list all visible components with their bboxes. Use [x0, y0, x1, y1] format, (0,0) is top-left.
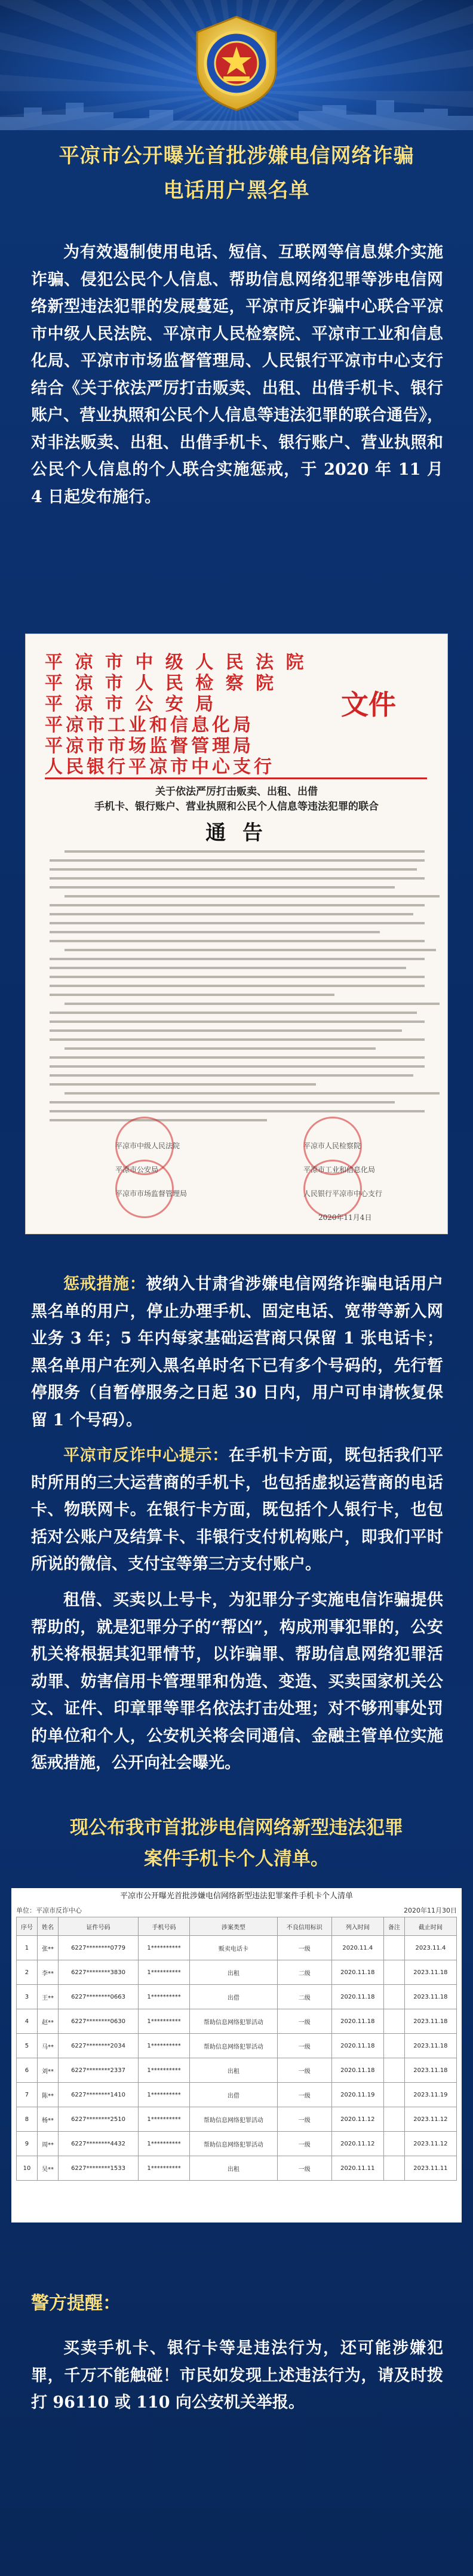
table-cell: 1**********: [139, 2058, 190, 2083]
table-cell: 2023.11.18: [404, 2034, 456, 2058]
table-header-cell: 截止时间: [404, 1917, 456, 1936]
table-cell: 1**********: [139, 2034, 190, 2058]
table-header-cell: 姓名: [37, 1917, 58, 1936]
table-cell: 杨**: [37, 2107, 58, 2132]
issuer-line: 平 凉 市 中 级 人 民 法 院: [45, 652, 307, 673]
document-text-line: [50, 1012, 417, 1014]
table-header-cell: 不良信用标识: [277, 1917, 331, 1936]
punishment-label: 惩戒措施：: [63, 1275, 146, 1293]
reminder-paragraph-2: 租借、买卖以上号卡，为犯罪分子实施电信诈骗提供帮助的，就是犯罪分子的“帮凶”，构成刑事犯罪的，公安机关将根据其犯罪情节，以诈骗罪、帮助信息网络犯罪活动罪、妨害信用卡管理罪和伪造、变造、买卖国家机关公文、证件、印章罪等罪名依法打击处理；对不够刑事处罚的单位和个人，公安机关将会同通信、金融主管单位实施惩戒措施，公开向社会曝光。: [31, 1591, 443, 1772]
table-cell: [383, 2156, 404, 2181]
document-text-line: [50, 922, 425, 924]
table-cell: 2020.11.12: [331, 2132, 383, 2156]
document-text-line: [64, 895, 440, 897]
table-row: [17, 2009, 457, 2034]
table-cell: 出租: [189, 1960, 277, 1985]
table-cell: 2023.11.12: [404, 2132, 456, 2156]
table-cell: 1: [17, 1936, 38, 1960]
table-cell: 一级: [277, 2034, 331, 2058]
table-cell: 李**: [37, 1960, 58, 1985]
document-text-line: [64, 1047, 376, 1050]
table-cell: 2023.11.18: [404, 1960, 456, 1985]
table-cell: 6227********0779: [58, 1936, 138, 1960]
table-cell: 2023.11.18: [404, 2009, 456, 2034]
seal-label: 平凉市人民检察院: [303, 1142, 361, 1150]
subtitle-line-1: 关于依法严厉打击贩卖、出租、出借: [155, 786, 318, 798]
punishment-text: 被纳入甘肃省涉嫌电信网络诈骗电话用户黑名单的用户，停止办理手机、固定电话、宽带等新入网业务 3 年；5 年内每家基础运营商只保留 1 张电话卡；黑名单用户在列入黑名单时名下已有多个号码的，先行暂停服务（自暂停服务之日起 30 日内，用户可申请恢复保留 1 个号码）。: [31, 1275, 444, 1430]
table-cell: 1**********: [139, 2009, 190, 2034]
warning-paragraph: 买卖手机卡、银行卡等是违法行为，还可能涉嫌犯罪，千万不能触碰！市民如发现上述违法行为，请及时拨打 96110 或 110 向公安机关举报。: [31, 2339, 443, 2412]
document-text-line: [50, 1110, 425, 1112]
table-cell: 出租: [189, 2058, 277, 2083]
document-heading: 通 告: [205, 821, 268, 845]
document-text-line: [64, 850, 425, 853]
table-cell: 一级: [277, 2107, 331, 2132]
table-cell: 刘**: [37, 2058, 58, 2083]
issuer-line: 平凉市市场监督管理局: [45, 736, 254, 757]
table-row: [17, 1985, 457, 2009]
table-cell: 一级: [277, 2058, 331, 2083]
table-cell: 1**********: [139, 2107, 190, 2132]
document-text-line: [50, 1074, 413, 1077]
table-cell: 5: [17, 2034, 38, 2058]
table-cell: 2023.11.11: [404, 2156, 456, 2181]
table-header-cell: 手机号码: [139, 1917, 190, 1936]
list-title-line-2: 案件手机卡个人清单。: [144, 1848, 329, 1870]
document-text-line: [50, 886, 395, 889]
table-cell: 马**: [37, 2034, 58, 2058]
table-cell: 2020.11.18: [331, 2058, 383, 2083]
list-title-line-1: 现公布我市首批涉电信网络新型违法犯罪: [70, 1817, 403, 1839]
table-cell: 2: [17, 1960, 38, 1985]
table-cell: [383, 2034, 404, 2058]
document-text-line: [64, 1003, 440, 1005]
document-date: 2020年11月4日: [318, 1213, 372, 1222]
table-cell: 2020.11.18: [331, 1985, 383, 2009]
table-row: [17, 1936, 457, 1960]
table-cell: 2023.11.19: [404, 2083, 456, 2107]
document-text-line: [64, 949, 436, 951]
issuer-line: 平 凉 市 公 安 局: [45, 694, 217, 715]
reminder-label: 平凉市反诈中心提示：: [63, 1446, 229, 1465]
table-cell: 2020.11.11: [331, 2156, 383, 2181]
document-text-line: [50, 1038, 425, 1041]
table-header-cell: 涉案类型: [189, 1917, 277, 1936]
document-text-line: [50, 985, 425, 987]
table-cell: 6227********3830: [58, 1960, 138, 1985]
table-cell: 帮助信息网络犯罪活动: [189, 2034, 277, 2058]
table-cell: 2023.11.18: [404, 2058, 456, 2083]
table-unit: 单位：平凉市反诈中心: [16, 1907, 82, 1914]
table-cell: 二级: [277, 1985, 331, 2009]
document-subtitle: [26, 785, 447, 814]
table-cell: 3: [17, 1985, 38, 2009]
table-cell: [383, 1936, 404, 1960]
document-text-line: [50, 958, 425, 960]
red-divider: [45, 777, 427, 779]
title-line-2: 电话用户黑名单: [163, 179, 310, 202]
table-cell: 一级: [277, 2083, 331, 2107]
document-text-line: [50, 940, 425, 942]
table-title: 平凉市公开曝光首批涉嫌电信网络新型违法犯罪案件手机卡个人清单: [119, 1892, 353, 1901]
header-banner: [0, 0, 473, 130]
table-cell: 贩卖电话卡: [189, 1936, 277, 1960]
table-cell: [383, 2058, 404, 2083]
document-text-line: [50, 877, 425, 880]
table-cell: 1**********: [139, 2083, 190, 2107]
table-cell: 2020.11.18: [331, 1960, 383, 1985]
table-row: [17, 1960, 457, 1985]
table-cell: 2020.11.4: [331, 1936, 383, 1960]
document-text-line: [50, 913, 413, 915]
warning-label: 警方提醒：: [31, 2293, 121, 2314]
title-line-1: 平凉市公开曝光首批涉嫌电信网络诈骗: [59, 144, 414, 168]
table-cell: 6227********2337: [58, 2058, 138, 2083]
document-text-line: [50, 868, 417, 871]
table-cell: 帮助信息网络犯罪活动: [189, 2009, 277, 2034]
table-cell: 陈**: [37, 2083, 58, 2107]
table-cell: 王**: [37, 1985, 58, 2009]
table-header-cell: 序号: [17, 1917, 38, 1936]
table-cell: 出借: [189, 1985, 277, 2009]
table-cell: 周**: [37, 2132, 58, 2156]
table-cell: 6227********1533: [58, 2156, 138, 2181]
document-text-line: [50, 967, 406, 969]
table-header-cell: 备注: [383, 1917, 404, 1936]
document-text-line: [50, 931, 380, 933]
table-cell: [383, 1985, 404, 2009]
table-cell: 1**********: [139, 1960, 190, 1985]
seal-label: 平凉市市场监督管理局: [115, 1189, 188, 1198]
document-text-line: [50, 859, 425, 862]
table-cell: [383, 2132, 404, 2156]
issuer-line: 平 凉 市 人 民 检 察 院: [45, 673, 277, 694]
document-text-line: [50, 976, 425, 978]
table-row: [17, 2107, 457, 2132]
seal-label: 平凉市工业和信息化局: [303, 1166, 376, 1174]
intro-paragraph: 为有效遏制使用电话、短信、互联网等信息媒介实施诈骗、侵犯公民个人信息、帮助信息网络犯罪等涉电信网络新型违法犯罪的发展蔓延，平凉市反诈骗中心联合平凉市中级人民法院、平凉市人民检察院、平凉市工业和信息化局、平凉市市场监督管理局、人民银行平凉市中心支行结合《关于依法严厉打击贩卖、出租、出借手机卡、银行账户、营业执照和公民个人信息等违法犯罪的联合通告》，对非法贩卖、出租、出借手机卡、银行账户、营业执照和公民个人信息的个人联合实施惩戒，于 2020 年 11 月 4 日起发布施行。: [31, 243, 443, 506]
document-body-text: [50, 850, 425, 1128]
blacklist-table-image: [11, 1888, 462, 2223]
blacklist-table: [16, 1917, 457, 2181]
table-cell: 吴**: [37, 2156, 58, 2181]
table-cell: 6227********0663: [58, 1985, 138, 2009]
table-cell: [383, 2009, 404, 2034]
document-text-line: [64, 1092, 440, 1095]
table-cell: 帮助信息网络犯罪活动: [189, 2107, 277, 2132]
document-text-line: [50, 1056, 425, 1059]
seal-label: 平凉市中级人民法院: [115, 1142, 180, 1150]
table-row: [17, 2156, 457, 2181]
table-cell: 6227********0630: [58, 2009, 138, 2034]
table-cell: 出租: [189, 2156, 277, 2181]
page-title: [0, 139, 473, 208]
document-text-line: [50, 1101, 395, 1103]
table-row: [17, 2132, 457, 2156]
table-cell: 1**********: [139, 2156, 190, 2181]
table-date: 2020年11月30日: [404, 1907, 457, 1914]
table-cell: 1**********: [139, 2132, 190, 2156]
table-cell: [383, 2083, 404, 2107]
document-text-line: [50, 994, 334, 996]
table-cell: 6227********2034: [58, 2034, 138, 2058]
table-cell: 6227********2510: [58, 2107, 138, 2132]
document-text-line: [50, 1083, 316, 1086]
table-cell: 2020.11.19: [331, 2083, 383, 2107]
table-body: [17, 1936, 457, 2181]
table-header-row: [17, 1917, 457, 1936]
table-header-cell: 证件号码: [58, 1917, 138, 1936]
document-text-line: [50, 1020, 425, 1023]
table-cell: 6227********1410: [58, 2083, 138, 2107]
table-header-cell: 列入时间: [331, 1917, 383, 1936]
seal-label: 人民银行平凉市中心支行: [303, 1189, 383, 1198]
table-cell: 1**********: [139, 1936, 190, 1960]
table-cell: 7: [17, 2083, 38, 2107]
table-cell: 出借: [189, 2083, 277, 2107]
table-cell: 2020.11.18: [331, 2009, 383, 2034]
table-cell: 一级: [277, 1936, 331, 1960]
table-cell: 一级: [277, 2009, 331, 2034]
seal-label: 平凉市公安局: [115, 1166, 159, 1174]
joint-notice-document: [26, 634, 447, 1234]
table-cell: 10: [17, 2156, 38, 2181]
table-cell: 2020.11.12: [331, 2107, 383, 2132]
table-cell: 张**: [37, 1936, 58, 1960]
table-cell: 2020.11.18: [331, 2034, 383, 2058]
reminder-paragraph: [31, 1442, 443, 1578]
table-cell: 2023.11.18: [404, 1985, 456, 2009]
document-text-line: [50, 1029, 402, 1032]
table-cell: 4: [17, 2009, 38, 2034]
document-text-line: [50, 904, 425, 906]
table-cell: 二级: [277, 1960, 331, 1985]
table-cell: 2023.11.12: [404, 2107, 456, 2132]
table-cell: 帮助信息网络犯罪活动: [189, 2132, 277, 2156]
table-cell: 9: [17, 2132, 38, 2156]
table-cell: [383, 2107, 404, 2132]
reminder-text: 在手机卡方面，既包括我们平时所用的三大运营商的手机卡，也包括虚拟运营商的电话卡、物联网卡。在银行卡方面，既包括个人银行卡，也包括对公账户及结算卡、非银行支付机构账户，即我们平时所说的微信、支付宝等第三方支付账户。: [31, 1446, 444, 1573]
table-cell: 一级: [277, 2156, 331, 2181]
table-row: [17, 2034, 457, 2058]
table-cell: 8: [17, 2107, 38, 2132]
table-cell: [383, 1960, 404, 1985]
issuer-list: [45, 652, 367, 777]
police-emblem-icon: [188, 14, 285, 112]
table-cell: 6: [17, 2058, 38, 2083]
issuer-line: 人民银行平凉市中心支行: [45, 757, 275, 777]
table-cell: 2023.11.4: [404, 1936, 456, 1960]
table-cell: 赵**: [37, 2009, 58, 2034]
subtitle-line-2: 手机卡、银行账户、营业执照和公民个人信息等违法犯罪的联合: [94, 801, 379, 813]
table-cell: 一级: [277, 2132, 331, 2156]
table-row: [17, 2058, 457, 2083]
table-row: [17, 2083, 457, 2107]
table-meta: [11, 1905, 462, 1917]
document-mark: 文件: [341, 688, 396, 721]
table-cell: 6227********4432: [58, 2132, 138, 2156]
issuer-line: 平凉市工业和信息化局: [45, 715, 254, 736]
punishment-paragraph: [31, 1271, 443, 1434]
list-title: [0, 1812, 473, 1874]
document-text-line: [50, 1065, 425, 1068]
table-cell: 1**********: [139, 1985, 190, 2009]
